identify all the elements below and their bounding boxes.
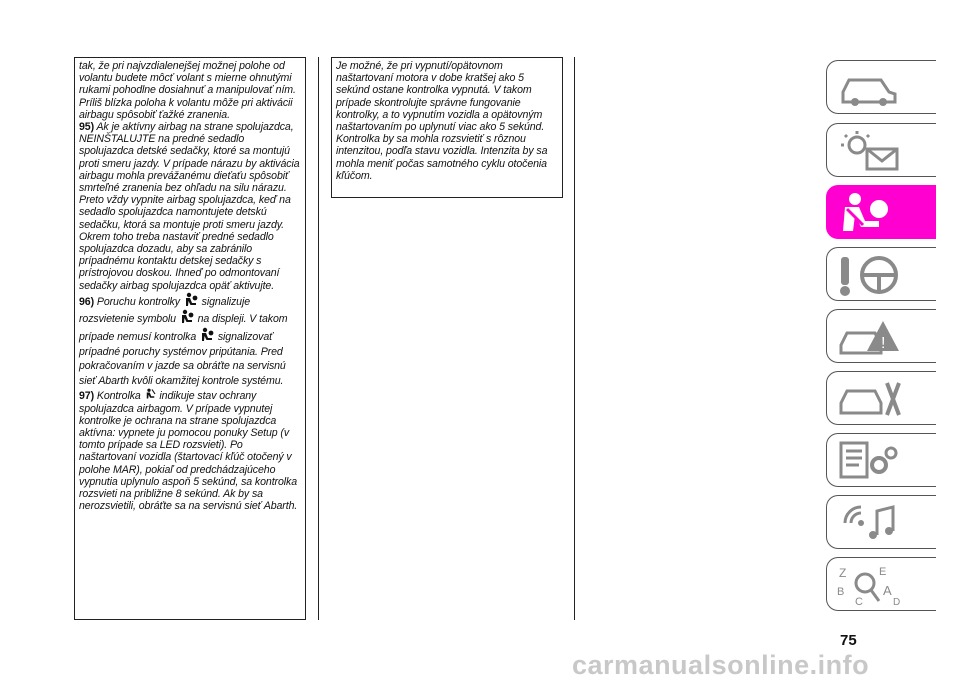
airbag-warning-icon [200, 327, 214, 343]
tab-starting-driving[interactable] [826, 247, 936, 301]
tab-maintenance[interactable] [826, 371, 936, 425]
tab-technical-data[interactable] [826, 433, 936, 487]
page-number: 75 [840, 632, 857, 649]
svg-text:B: B [837, 586, 845, 598]
svg-text:Z: Z [839, 566, 847, 580]
car-icon [835, 66, 905, 110]
svg-text:A: A [883, 583, 892, 598]
warning-light-message-icon [835, 129, 905, 173]
car-maintenance-icon [835, 377, 905, 421]
note-number-95: 95) [79, 121, 95, 134]
paragraph-96-text-b: signalizuje rozsvietenie symbolu [79, 295, 251, 326]
paragraph-96-text-d: signalizovať prípadné poruchy systémov pripútania. Pred pokračovaním v jazde sa obráťte na servisnú sieť Abarth kvôli okamžitej kontrole systému. [79, 331, 286, 387]
tab-car-overview[interactable] [826, 60, 936, 114]
middle-text-column [331, 57, 563, 198]
tab-multimedia[interactable] [826, 495, 936, 549]
svg-text:D: D [893, 597, 901, 607]
airbag-warning-icon [180, 309, 194, 325]
left-text-column [74, 57, 306, 620]
tab-index[interactable] [826, 557, 936, 611]
note-number-96: 96) [79, 295, 95, 308]
tab-warning-lights[interactable] [826, 123, 936, 177]
paragraph-96-text-a: Poruchu kontrolky [96, 295, 180, 308]
paragraph-96 [79, 292, 301, 389]
column-divider [574, 57, 575, 620]
paragraph-97-text-b: indikuje stav ochrany spolujazdca airbagom. V prípade vypnutej kontrolke je ochrana na strane spolujazdca aktívna: vypnete ju pomocou ponuky Setup (v tomto prípade sa LED rozsvieti). Po naštartovaní vozidla (štartovací kľúč otočený v polohe MAR), pokiaľ od predchádzajúceho vypnutia uplynulo aspoň 5 sekúnd, sa kontrolka rozsvieti na približne 8 sekúnd. Ak by sa nerozsvietili, obráťte sa na servisnú sieť Abarth. [79, 390, 298, 513]
paragraph-97-text-a: Kontrolka [96, 390, 141, 403]
svg-text:C: C [855, 596, 863, 607]
specifications-gears-icon [835, 439, 905, 483]
key-steering-wheel-icon [835, 253, 905, 297]
alphabetical-index-icon [835, 563, 905, 607]
paragraph-95 [79, 121, 301, 292]
passenger-airbag-off-icon [145, 388, 156, 400]
svg-text:!: ! [881, 335, 886, 352]
tab-emergency[interactable] [826, 309, 936, 363]
paragraph-96-text-c: na displeji. V takom prípade nemusí kontrolka [79, 313, 288, 344]
column-divider [318, 57, 319, 620]
svg-text:E: E [879, 566, 887, 578]
multimedia-icon [835, 501, 905, 545]
emergency-triangle-icon [835, 315, 905, 359]
tab-safety[interactable] [826, 185, 936, 239]
seatbelt-airbag-icon [835, 191, 905, 235]
paragraph-95-text: Ak je aktívny airbag na strane spolujazdca, NEINŠTALUJTE na predné sedadlo spolujazdca detské sedačky, ktoré sa montujú proti smeru jazdy. V prípade nárazu by aktivácia airbagu mohla prevážanému dieťaťu spôsobiť smrteľné zranenia bez ohľadu na silu nárazu. Preto vždy vypnite airbag spolujazdca, keď na sedadlo spolujazdca namontujete detskú sedačku, ktorá sa montuje proti smeru jazdy. Okrem toho treba nastaviť predné sedadlo spolujazdca dozadu, aby sa zabránilo prípadnému kontaktu detskej sedačky s prístrojovou doskou. Ihneď po odmontovaní sedačky airbag spolujazdca opäť aktivujte. [79, 121, 300, 292]
paragraph-97 [79, 388, 301, 512]
watermark: carmanualsonline.info [572, 650, 870, 680]
paragraph-restart-note: Je možné, že pri vypnutí/opätovnom naštartovaní motora v dobe kratšej ako 5 sekúnd ostane kontrolka vypnutá. V takom prípade skontrolujte správne fungovanie kontrolky, a to vypnutím vozidla a opätovným naštartovaním po uplynutí viac ako 5 sekúnd. Kontrolka by sa mohla rozsvietiť s rôznou intenzitou, podľa stavu vozidla. Intenzita by sa mohla meniť počas samotného cyklu otočenia kľúčom. [336, 60, 548, 182]
paragraph-steering-position: tak, že pri najvzdialenejšej možnej polohe od volantu budete môcť volant s miernе ohnutými rukami pohodlne dosiahnuť a manipulovať ním. Príliš blízka poloha k volantu môže pri aktivácii airbagu spôsobiť ťažké zranenia. [79, 60, 296, 121]
note-number-97: 97) [79, 390, 95, 403]
airbag-warning-icon [184, 292, 198, 308]
